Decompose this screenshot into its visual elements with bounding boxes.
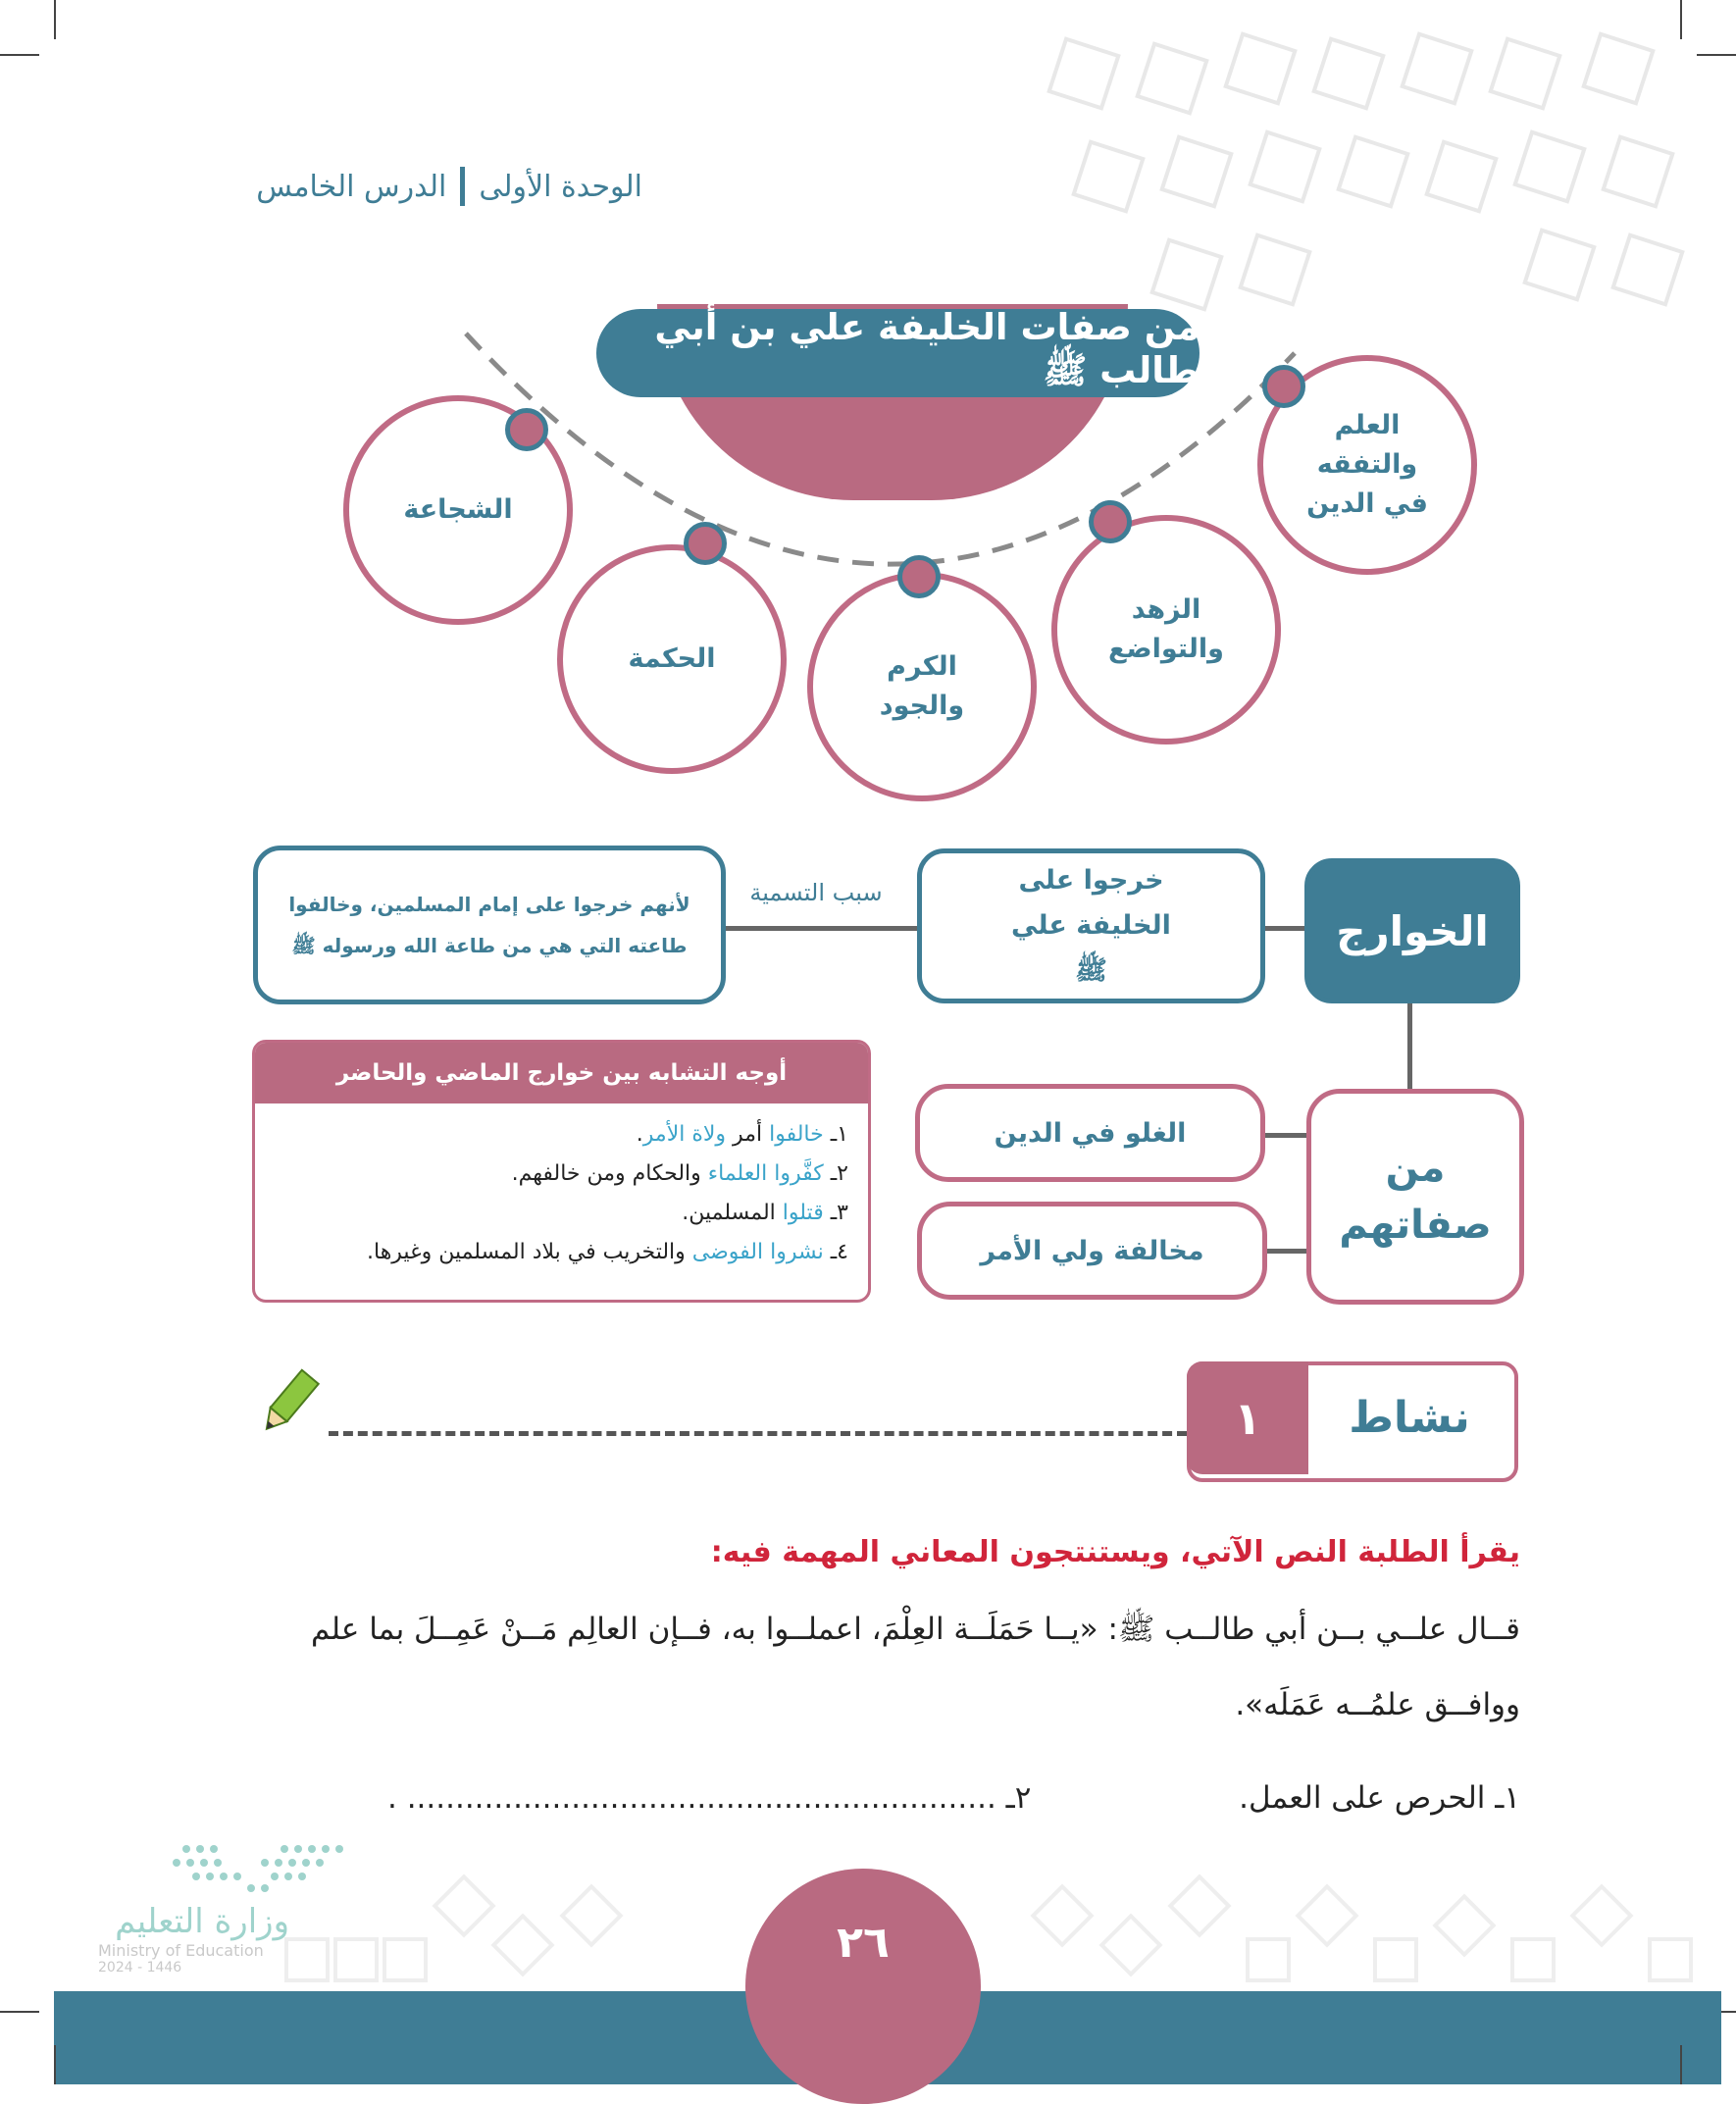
quality-label: الحكمة (628, 643, 716, 674)
quality-asceticism (1051, 515, 1281, 744)
trait-extremism (915, 1084, 1265, 1182)
arc-dot (684, 522, 727, 565)
item-number: ١ـ (830, 1122, 848, 1147)
arc-dot (505, 408, 548, 451)
lesson-label: الدرس الخامس (256, 169, 447, 204)
list-item (255, 1155, 848, 1194)
arc-dot (1262, 365, 1305, 408)
item-text: المسلمين. (682, 1201, 783, 1225)
item-highlight: نشروا الفوضى (691, 1240, 824, 1264)
trait-disobedience (917, 1202, 1267, 1300)
item-highlight: قتلوا (782, 1201, 824, 1225)
answer-1: ١ـ الحرص على العمل. (1239, 1780, 1520, 1816)
list-item (255, 1115, 848, 1155)
pencil-icon (253, 1363, 322, 1442)
traits-title (1306, 1089, 1524, 1305)
connector-line (1407, 996, 1412, 1094)
reason-text: لأنهم خرجوا على إمام المسلمين، وخالفوا طاعته التي هي من طاعة الله ورسوله ﷺ (288, 893, 690, 957)
activity-divider (329, 1431, 1187, 1436)
similarities-title: أوجه التشابه بين خوارج الماضي والحاضر (255, 1043, 868, 1103)
item-highlight: كفَّروا العلماء (707, 1161, 824, 1186)
quality-wisdom (557, 544, 787, 774)
logo-dots-icon (98, 1839, 353, 1898)
quality-label: الزهد والتواضع (1108, 594, 1224, 664)
list-item (255, 1194, 848, 1233)
item-number: ٣ـ (830, 1201, 848, 1225)
crop-mark (0, 2011, 39, 2013)
ministry-name-ar: وزارة التعليم (115, 1902, 289, 1941)
quality-label: الكرم والجود (879, 651, 965, 721)
item-text: . (636, 1122, 643, 1147)
arc-dot (1089, 500, 1132, 543)
connector-line (716, 926, 922, 931)
quote-line-2: ووافــق علمُــه عَمَلَه». (1235, 1687, 1520, 1722)
item-text: والحكام ومن خالفهم. (511, 1161, 708, 1186)
trait-label: الغلو في الدين (994, 1117, 1187, 1149)
list-item (255, 1233, 848, 1272)
ministry-name-en: Ministry of Education (98, 1941, 264, 1960)
item-text: أمر (726, 1122, 770, 1147)
traits-title-text: من صفاتهم (1339, 1146, 1492, 1248)
page-number-shape (745, 1869, 981, 2104)
similarities-box (252, 1040, 871, 1303)
item-number: ٢ـ (830, 1161, 848, 1186)
ministry-logo (98, 1839, 353, 1976)
reason-label: سبب التسمية (749, 879, 883, 906)
answer-2: ٢ـ ............................................................. . (387, 1780, 1032, 1816)
similarities-list (255, 1115, 848, 1272)
quote-line-1: قــال علــي بــن أبي طالــب ﷺ: «يــا حَمَلَــة العِلْمَ، اعملــوا به، فــإن العالِم مَــنْ عَمِــلَ بما علم (310, 1612, 1520, 1647)
activity-number: ١ (1187, 1361, 1308, 1474)
quality-label: الشجاعة (403, 494, 513, 525)
item-highlight: ولاة الأمر (642, 1122, 727, 1147)
crop-mark (54, 2045, 56, 2084)
page-number: ٢٦ (837, 1918, 890, 1968)
arc-dot (897, 555, 941, 598)
crop-mark (1680, 2045, 1682, 2084)
trait-label: مخالفة ولي الأمر (980, 1235, 1204, 1266)
khawarij-title-text: الخوارج (1336, 906, 1489, 955)
ministry-year: 2024 - 1446 (98, 1960, 182, 1976)
item-text: والتخريب في بلاد المسلمين وغيرها. (367, 1240, 692, 1264)
quality-generosity (807, 572, 1037, 801)
qualities-title: من صفات الخليفة علي بن أبي طالب ﷺ (596, 309, 1200, 397)
activity-label: نشاط (1349, 1393, 1470, 1443)
item-number: ٤ـ (830, 1240, 848, 1264)
activity-instruction: يقرأ الطلبة النص الآتي، ويستنتجون المعاني المهمة فيه: (710, 1535, 1520, 1569)
item-highlight: خالفوا (769, 1122, 824, 1147)
unit-label: الوحدة الأولى (479, 169, 642, 204)
quality-label: العلم والتفقه في الدين (1306, 410, 1428, 519)
rebelled-text: خرجوا على الخليفة علي ﷺ (1011, 865, 1171, 986)
